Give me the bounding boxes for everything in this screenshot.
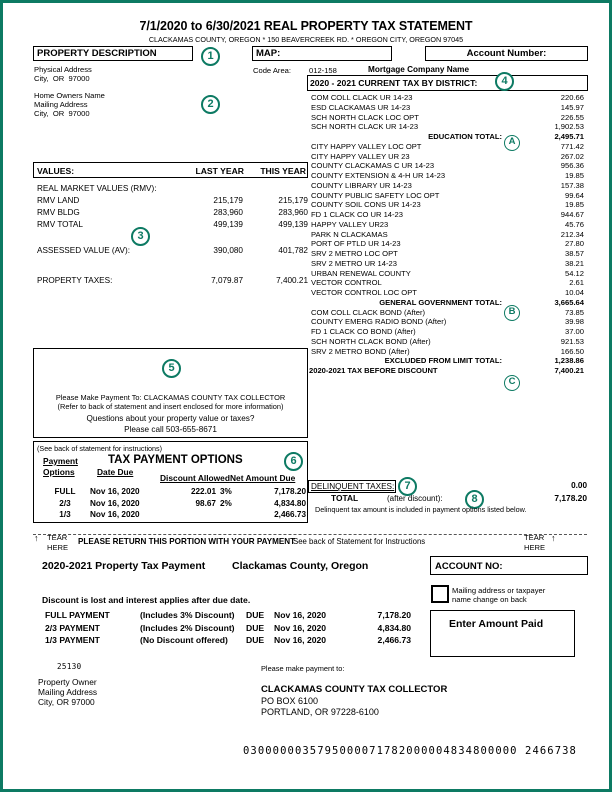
stub-payment-label: 2/3 PAYMENT [45, 622, 100, 633]
options-header-discount: Discount Allowed [160, 473, 230, 483]
district-row-name: PORT OF PTLD UR 14-23 [311, 239, 401, 249]
district-tax-list [307, 93, 588, 375]
questions-line: Questions about your property value or taxes? [86, 414, 255, 423]
payment-option-due-date: Nov 16, 2020 [90, 498, 140, 508]
options-header-net-due: Net Amount Due [230, 473, 296, 483]
stub-payment-rows [3, 609, 612, 649]
district-row-name: COM COLL CLACK UR 14-23 [311, 93, 413, 102]
district-row-amount: 157.38 [560, 180, 584, 190]
district-row-amount: 99.64 [564, 190, 584, 200]
stub-payment-due-word: DUE [246, 622, 265, 633]
mortgage-company-name: Mortgage Company Name [368, 65, 469, 74]
district-row-name: VECTOR CONTROL LOC OPT [311, 288, 417, 297]
stub-county: Clackamas County, Oregon [232, 560, 369, 572]
values-row-last-year: 283,960 [213, 208, 243, 217]
refer-to-back-line: (Refer to back of statement and insert enclosed for more information) [57, 402, 284, 411]
district-row-amount: 39.98 [564, 317, 584, 327]
stub-owner-code: 25130 [57, 662, 82, 671]
values-row-last-year: 7,079.87 [211, 276, 243, 285]
delinquent-footnote: Delinquent tax amount is included in payment options listed below. [315, 505, 527, 514]
callout-7: 7 [398, 477, 417, 496]
delinquent-taxes-label: DELINQUENT TAXES: [311, 482, 395, 491]
district-row [307, 337, 588, 347]
district-row-amount: 45.76 [564, 219, 584, 229]
payment-option-due-date: Nov 16, 2020 [90, 510, 140, 519]
district-row [307, 220, 588, 230]
stub-payment-note: (Includes 2% Discount) [140, 622, 235, 633]
return-portion-instruction: PLEASE RETURN THIS PORTION WITH YOUR PAYMENT [78, 537, 296, 546]
district-row-name: COUNTY PUBLIC SAFETY LOC OPT [311, 190, 440, 200]
values-row-label: RMV BLDG [37, 208, 80, 217]
district-row [307, 327, 588, 337]
district-row [307, 308, 588, 318]
tear-here-right-line2: HERE [524, 543, 546, 552]
options-note: (See back of statement for instructions) [37, 444, 163, 453]
district-row-amount: 921.53 [560, 336, 584, 346]
district-row [307, 317, 588, 327]
options-title: TAX PAYMENT OPTIONS [108, 454, 243, 466]
district-row-amount: 1,238.86 [554, 356, 584, 366]
district-row-name: COUNTY SOIL CONS UR 14-23 [311, 200, 421, 210]
district-row [307, 93, 588, 103]
property-description-header: PROPERTY DESCRIPTION [33, 46, 193, 61]
district-row-name: COUNTY LIBRARY UR 14-23 [311, 180, 412, 190]
district-row [307, 269, 588, 279]
values-header-this-year: THIS YEAR [260, 166, 306, 176]
district-row-amount: 3,665.64 [554, 297, 584, 307]
district-row-amount: 2.61 [569, 278, 584, 288]
district-row-name: EXCLUDED FROM LIMIT TOTAL: [384, 356, 502, 366]
values-table [33, 183, 308, 343]
delinquent-total-note: (after discount): [387, 494, 443, 503]
district-row [307, 278, 588, 288]
owner-name: Home Owners Name [34, 91, 105, 100]
district-header-label: 2020 - 2021 CURRENT TAX BY DISTRICT: [310, 78, 478, 88]
district-row-amount: 2,495.71 [554, 132, 584, 141]
callout-8: 8 [465, 490, 484, 509]
district-row-amount: 27.80 [564, 239, 584, 249]
stub-account-no-label: ACCOUNT NO: [435, 561, 503, 572]
district-row-amount: 54.12 [564, 268, 584, 278]
owner-mailing-city: City, OR 97000 [34, 109, 90, 118]
options-header-date-due: Date Due [97, 467, 134, 477]
stub-payment-due-date: Nov 16, 2020 [274, 622, 327, 633]
district-row-name: COUNTY CLACKAMAS C UR 14-23 [311, 161, 435, 171]
district-row-amount: 38.57 [564, 249, 584, 258]
stub-payment-amount: 4,834.80 [377, 622, 411, 633]
stub-payment-note: (No Discount offered) [140, 635, 228, 645]
page-title: 7/1/2020 to 6/30/2021 REAL PROPERTY TAX STATEMENT [139, 19, 473, 33]
district-row-name: CITY HAPPY VALLEY LOC OPT [311, 141, 422, 151]
district-row-name: SRV 2 METRO BOND (After) [311, 346, 410, 356]
district-row-amount: 7,400.21 [554, 366, 584, 375]
district-row [307, 103, 588, 113]
district-row [307, 366, 588, 376]
payment-option-net-due: 7,178.20 [274, 487, 306, 496]
district-row [307, 239, 588, 249]
payment-option-discount: 222.01 [190, 487, 216, 496]
tear-arrow-left-icon: ↑ [34, 533, 39, 543]
district-row-amount: 73.85 [564, 307, 584, 317]
tear-dashed-line [33, 534, 587, 535]
district-row [307, 191, 588, 201]
district-row-amount: 944.67 [560, 210, 584, 219]
district-row-name: COUNTY EXTENSION & 4-H UR 14-23 [311, 171, 446, 180]
tear-here-left-line1: TEAR [47, 533, 68, 542]
district-row-name: PARK N CLACKAMAS [311, 229, 388, 239]
district-row-name: GENERAL GOVERNMENT TOTAL: [379, 297, 502, 307]
stub-title: 2020-2021 Property Tax Payment [42, 560, 206, 572]
district-row-amount: 212.34 [560, 229, 584, 239]
account-number-field[interactable]: Account Number: [425, 46, 588, 61]
callout-b: B [504, 305, 520, 321]
district-row-name: SCH NORTH CLACK LOC OPT [311, 112, 419, 122]
district-row [307, 113, 588, 123]
payment-option-term: 2/3 [59, 498, 71, 508]
values-row-last-year: 499,139 [213, 220, 243, 229]
district-row-amount: 19.85 [564, 200, 584, 210]
district-row-amount: 38.21 [564, 258, 584, 268]
delinquent-taxes-box [308, 480, 396, 493]
payment-option-percent: 2% [220, 498, 232, 508]
stub-payment-label: FULL PAYMENT [45, 610, 110, 620]
stub-payment-label: 1/3 PAYMENT [45, 635, 100, 645]
values-row-this-year: 215,179 [278, 196, 308, 205]
district-row [307, 356, 588, 366]
values-row-label: RMV TOTAL [37, 220, 83, 229]
callout-5: 5 [162, 359, 181, 378]
values-row-this-year: 7,400.21 [276, 276, 308, 285]
phone-line: Please call 503-655-8671 [124, 425, 217, 434]
payment-options-rows [34, 486, 309, 524]
district-row-name: SCH NORTH CLACK BOND (After) [311, 336, 431, 346]
tear-arrow-right-icon: ↑ [551, 533, 556, 543]
remit-city-state-zip: PORTLAND, OR 97228-6100 [261, 707, 379, 717]
address-change-line1: Mailing address or taxpayer [452, 586, 546, 595]
map-field[interactable]: MAP: [252, 46, 392, 61]
delinquent-total-label: TOTAL [331, 493, 359, 503]
district-row-name: VECTOR CONTROL [311, 278, 382, 288]
delinquent-taxes-amount: 0.00 [571, 481, 587, 490]
district-row [307, 152, 588, 162]
callout-6: 6 [284, 452, 303, 471]
tear-here-left-line2: HERE [47, 543, 69, 552]
district-row-amount: 145.97 [560, 102, 584, 112]
district-row-amount: 19.85 [564, 171, 584, 180]
payment-option-discount: 98.67 [195, 498, 216, 508]
callout-1: 1 [201, 47, 220, 66]
stub-payment-note: (Includes 3% Discount) [140, 610, 235, 620]
make-payment-to-line: Please Make Payment To: CLACKAMAS COUNTY TAX COLLECTOR [55, 393, 286, 402]
values-row-last-year: 215,179 [213, 196, 243, 205]
options-header-options: Options [43, 467, 75, 477]
values-header-last-year: LAST YEAR [195, 166, 244, 176]
remit-intro: Please make payment to: [261, 664, 345, 673]
district-row-amount: 220.66 [560, 93, 584, 102]
district-row-name: COM COLL CLACK BOND (After) [311, 307, 426, 317]
stub-owner-address: Mailing Address [38, 687, 98, 697]
physical-address-line2: City, OR 97000 [34, 74, 90, 83]
district-row [307, 200, 588, 210]
scanline: 0300000035795000071782000004834800000 2466738 [243, 745, 577, 757]
district-row-name: 2020-2021 TAX BEFORE DISCOUNT [309, 366, 438, 375]
code-area-label: Code Area: [253, 66, 291, 75]
remit-payee-name: CLACKAMAS COUNTY TAX COLLECTOR [261, 684, 448, 695]
physical-address-line1: Physical Address [34, 65, 92, 74]
district-row-name: SRV 2 METRO UR 14-23 [311, 258, 397, 268]
code-area-value: 012-158 [309, 66, 337, 75]
callout-c: C [504, 375, 520, 391]
district-row [307, 181, 588, 191]
district-row-name: SCH NORTH CLACK UR 14-23 [311, 122, 419, 132]
remit-po-box: PO BOX 6100 [261, 696, 319, 706]
district-row-name: SRV 2 METRO LOC OPT [311, 249, 398, 258]
district-row-name: CITY HAPPY VALLEY UR 23 [311, 151, 410, 161]
owner-mailing-address: Mailing Address [34, 100, 88, 109]
see-back-instruction: See back of Statement for Instructions [293, 537, 426, 546]
district-row [307, 347, 588, 357]
stub-payment-amount: 2,466.73 [377, 635, 411, 645]
stub-account-no-field[interactable] [430, 556, 588, 575]
district-row-amount: 771.42 [560, 141, 584, 151]
district-row [307, 142, 588, 152]
values-row-label: PROPERTY TAXES: [37, 276, 113, 285]
tear-here-right-line1: TEAR [524, 533, 545, 542]
values-header-box [33, 162, 308, 178]
tax-payment-options-box [33, 441, 308, 523]
payment-option-due-date: Nov 16, 2020 [90, 487, 140, 496]
callout-4: 4 [495, 72, 514, 91]
district-row-amount: 226.55 [560, 112, 584, 122]
district-row [307, 171, 588, 181]
district-row-name: HAPPY VALLEY UR23 [311, 219, 389, 229]
district-row [307, 249, 588, 259]
values-row-last-year: 390,080 [213, 246, 243, 255]
payment-option-net-due: 2,466.73 [274, 510, 306, 519]
options-header-payment: Payment [43, 456, 78, 466]
callout-2: 2 [201, 95, 220, 114]
stub-owner-city: City, OR 97000 [38, 697, 95, 707]
callout-3: 3 [131, 227, 150, 246]
district-row-amount: 267.02 [560, 151, 584, 161]
values-row-this-year: 499,139 [278, 220, 308, 229]
district-row [307, 132, 588, 142]
district-row [307, 298, 588, 308]
district-row-name: FD 1 CLACK CO UR 14-23 [311, 210, 403, 219]
payment-instructions-box [33, 348, 308, 438]
district-row-amount: 166.50 [560, 346, 584, 356]
district-row [307, 210, 588, 220]
payment-option-percent: 3% [220, 487, 232, 496]
district-row [307, 122, 588, 132]
district-row-name: URBAN RENEWAL COUNTY [311, 268, 411, 278]
stub-payment-due-date: Nov 16, 2020 [274, 635, 327, 645]
payment-option-net-due: 4,834.80 [274, 498, 306, 508]
payment-option-term: 1/3 [59, 510, 71, 519]
district-header-box [307, 75, 588, 91]
district-row [307, 161, 588, 171]
district-row-name: FD 1 CLACK CO BOND (After) [311, 327, 416, 336]
district-row-name: EDUCATION TOTAL: [428, 132, 502, 141]
district-row [307, 230, 588, 240]
values-row-label: REAL MARKET VALUES (RMV): [37, 184, 157, 193]
stub-payment-due-word: DUE [246, 610, 265, 620]
district-row-amount: 1,902.53 [554, 122, 584, 132]
values-row-label: ASSESSED VALUE (AV): [37, 246, 130, 255]
payment-option-term: FULL [54, 487, 76, 496]
values-header-label: VALUES: [37, 166, 75, 176]
delinquent-total-amount: 7,178.20 [554, 493, 587, 503]
enter-amount-paid-label: Enter Amount Paid [449, 618, 544, 630]
address-change-line2: name change on back [452, 595, 527, 604]
callout-a: A [504, 135, 520, 151]
stub-payment-due-word: DUE [246, 635, 265, 645]
district-row-amount: 956.36 [560, 161, 584, 171]
stub-discount-note: Discount is lost and interest applies after due date. [42, 595, 251, 605]
stub-payment-due-date: Nov 16, 2020 [274, 610, 327, 620]
district-row [307, 288, 588, 298]
district-row-name: COUNTY EMERG RADIO BOND (After) [311, 317, 447, 327]
values-row-this-year: 401,782 [278, 246, 308, 255]
stub-owner-name: Property Owner [38, 677, 97, 687]
values-row-label: RMV LAND [37, 196, 80, 205]
district-row [307, 259, 588, 269]
stub-payment-amount: 7,178.20 [377, 610, 411, 620]
county-address-line: CLACKAMAS COUNTY, OREGON * 150 BEAVERCREEK RD. * OREGON CITY, OREGON 97045 [148, 35, 464, 44]
address-change-checkbox[interactable] [431, 585, 449, 603]
district-row-amount: 10.04 [564, 288, 584, 297]
values-row-this-year: 283,960 [278, 208, 308, 217]
district-row-name: ESD CLACKAMAS UR 14-23 [311, 102, 411, 112]
district-row-amount: 37.00 [564, 327, 584, 336]
